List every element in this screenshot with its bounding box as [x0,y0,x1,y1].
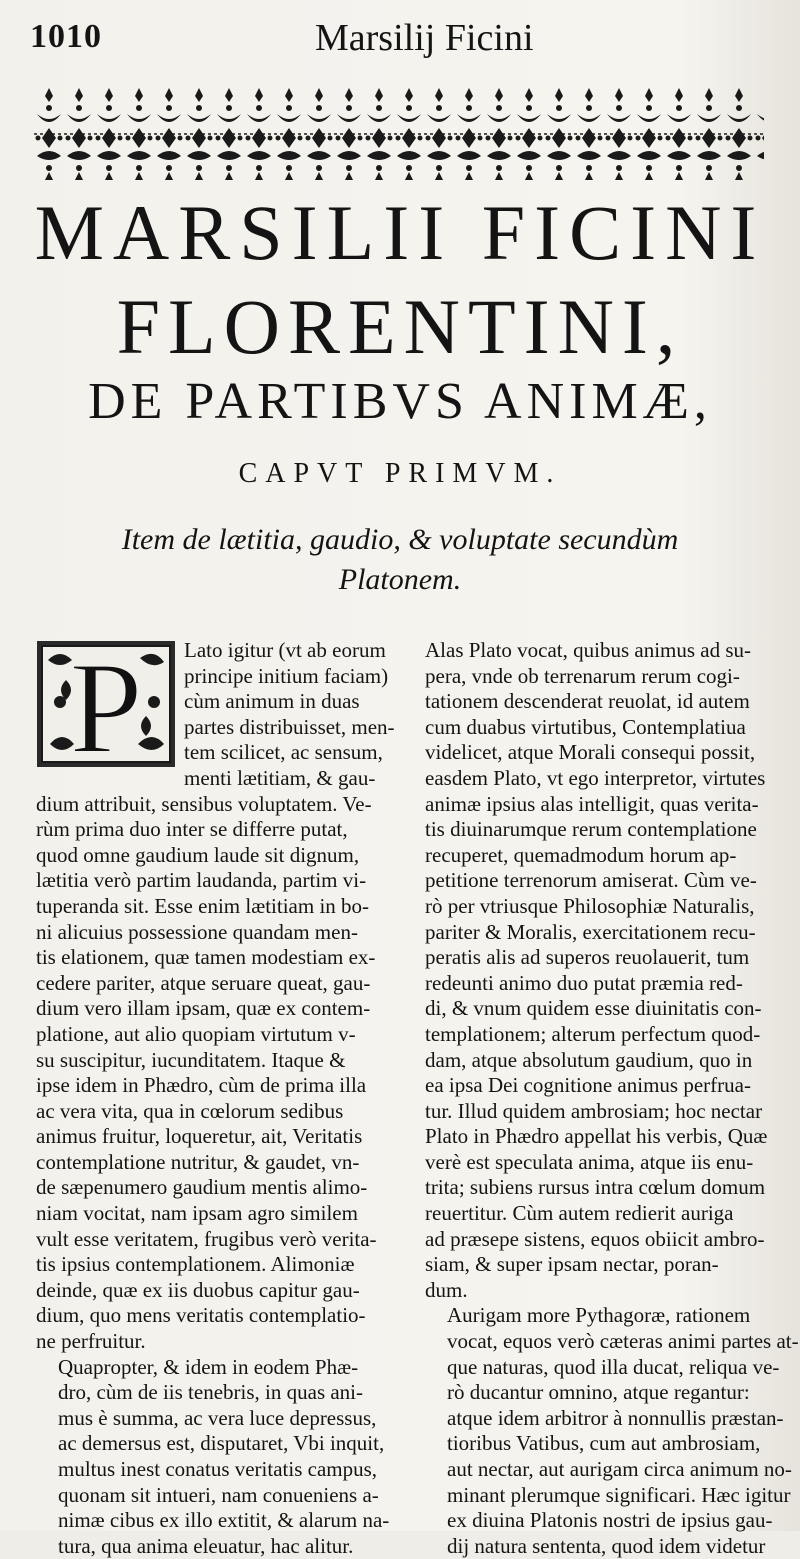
text-line: ad præsepe sistens, equos obiicit ambro- [425,1226,765,1251]
right-paragraph-2 [425,1303,799,1559]
text-line: ni alicuius possessione quandam men- [36,919,358,944]
title-line-1: MARSILII FICINI [34,189,766,276]
text-line: Alas Plato vocat, quibus animus ad su- [425,638,752,662]
text-line: tis elationem, quæ tamen modestiam ex- [36,945,376,970]
text-line: easdem Plato, vt ego interpretor, virtutes [425,765,766,790]
text-line: su suscipitur, iucunditatem. Itaque & [36,1047,346,1072]
text-line: multus inest conatus veritatis campus, [58,1457,378,1481]
text-line: ac demersus est, disputaret, Vbi inquit, [58,1431,385,1456]
text-line: peratis alis ad superos reuolauerit, tum [425,945,750,970]
text-line: niam vocitat, nam ipsam agro similem [36,1201,358,1226]
text-line: reuertitur. Cùm autem redierit auriga [425,1201,734,1226]
text-line: tura, qua anima eleuatur, hac alitur. [58,1533,354,1558]
text-line: aut nectar, aut aurigam circa animum no- [447,1457,792,1481]
text-line: ea ipsa Dei cognitione animus perfrua- [425,1073,751,1098]
text-line: di, & vnum quidem esse diuinitatis con- [425,996,762,1021]
ornamental-border [34,84,764,184]
subtitle-line-2: Platonem. [338,563,462,596]
text-line: dam, atque absolutum gaudium, quo in [425,1047,753,1072]
text-line: redeunti animo duo putat præmia red- [425,970,743,995]
text-line: animus fruitur, loqueretur, ait, Veritatis [36,1124,363,1149]
text-line: Lato igitur (vt ab eorum [184,638,386,662]
text-line: de sæpenumero gaudium mentis alimo- [36,1175,368,1200]
text-line: dium attribuit, sensibus voluptatem. Ve- [36,791,372,816]
left-column [36,638,398,1559]
text-line: templationem; alterum perfectum quod- [425,1021,761,1046]
page-number: 1010 [30,18,102,55]
text-line: tioribus Vatibus, cum aut ambrosiam, [447,1431,761,1456]
text-line: pariter & Moralis, exercitationem recu- [425,919,756,944]
text-line: nimæ cibus ex illo extitit, & alarum na- [58,1508,390,1533]
text-line: lætitia verò partim laudanda, partim vi- [36,868,367,893]
text-line: ipse idem in Phædro, cùm de prima illa [36,1073,367,1098]
text-line: ex diuina Platonis nostri de ipsius gau- [447,1508,773,1533]
chapter-heading: CAPVT PRIMVM. [238,458,562,489]
text-line: tur. Illud quidem ambrosiam; hoc nectar [425,1098,763,1123]
text-line: menti lætitiam, & gau- [184,765,376,790]
text-line: Aurigam more Pythagoræ, rationem [447,1303,751,1328]
text-line: deinde, quæ ex iis duobus capitur gau- [36,1277,360,1302]
left-paragraph-2 [36,1355,398,1559]
dropcap-letter: P [69,640,143,768]
text-line: tationem descenderat reuolat, id autem [425,689,750,714]
text-line: quod omne gaudium laude sit dignum, [36,842,360,867]
right-column [425,638,799,1559]
chapter-subtitle [90,520,710,600]
title-line-2: FLORENTINI, [116,283,684,370]
title-line-3: DE PARTIBVS ANIMÆ, [88,373,712,430]
text-line: que naturas, quod illa ducat, reliqua ve- [447,1354,780,1379]
text-line: recuperet, quemadmodum horum ap- [425,842,737,867]
text-line: platione, aut alio quopiam virtutum v- [36,1021,356,1046]
running-title: Marsilij Ficini [315,17,534,59]
text-line: quonam sit intueri, nam conueniens a- [58,1482,379,1507]
text-line: atque idem arbitror à nonnullis præstan- [447,1405,784,1430]
text-line: dium vero illam ipsam, quæ ex contem- [36,996,371,1021]
text-line: videlicet, atque Morali consequi possit, [425,740,756,765]
decorated-initial [36,640,176,768]
subtitle-line-1: Item de lætitia, gaudio, & voluptate secundùm [121,523,679,556]
text-line: verè est speculata anima, atque iis enu- [425,1149,754,1174]
text-line: rò ducantur omnino, atque regantur: [447,1380,750,1405]
running-head [30,14,770,64]
text-line: dum. [425,1277,468,1302]
text-line: vult esse veritatem, frugibus verò verita- [36,1226,377,1251]
right-paragraph-1 [425,638,770,1303]
text-line: animæ ipsius alas intelligit, quas verita- [425,791,759,816]
text-line: ac vera vita, qua in cœlorum sedibus [36,1098,344,1123]
text-line: cùm animum in duas [184,689,360,714]
text-line: partes distribuisset, men- [184,714,395,739]
text-line: ne perfruitur. [36,1329,146,1354]
text-line: vocat, equos verò cæteras animi partes at- [447,1329,799,1354]
text-line: pera, vnde ob terrenarum rerum cogi- [425,663,740,688]
text-line: cedere pariter, atque seruare queat, gau- [36,970,371,995]
text-line: rùm prima duo inter se differre putat, [36,817,348,842]
text-line: dij natura sententa, quod idem videtur [447,1533,766,1558]
text-line: Quapropter, & idem in eodem Phæ- [58,1354,359,1379]
text-line: rò per vtriusque Philosophiæ Naturalis, [425,893,755,918]
text-line: tuperanda sit. Esse enim lætitiam in bo- [36,893,370,918]
text-line: principe initium faciam) [184,663,389,688]
text-line: siam, & super ipsam nectar, poran- [425,1252,719,1277]
text-line: tem scilicet, ac sensum, [184,740,383,765]
text-line: mus è summa, ac vera luce depressus, [58,1405,377,1430]
text-line: petitione terrenorum amiserat. Cùm ve- [425,868,757,893]
text-line: minant plerumque significari. Hæc igitur [447,1482,791,1507]
text-line: contemplatione nutritur, & gaudet, vn- [36,1149,360,1174]
text-line: dium, quo mens veritatis contemplatio- [36,1303,366,1328]
text-line: Plato in Phædro appellat his verbis, Quæ [425,1124,768,1149]
text-line: cum duabus virtutibus, Contemplatiua [425,714,746,739]
text-line: tis ipsius contemplationem. Alimoniæ [36,1252,355,1277]
text-line: tis diuinarumque rerum contemplatione [425,817,757,842]
text-line: dro, cùm de iis tenebris, in quas ani- [58,1380,364,1405]
text-line: trita; subiens rursus intra cœlum domum [425,1175,766,1200]
